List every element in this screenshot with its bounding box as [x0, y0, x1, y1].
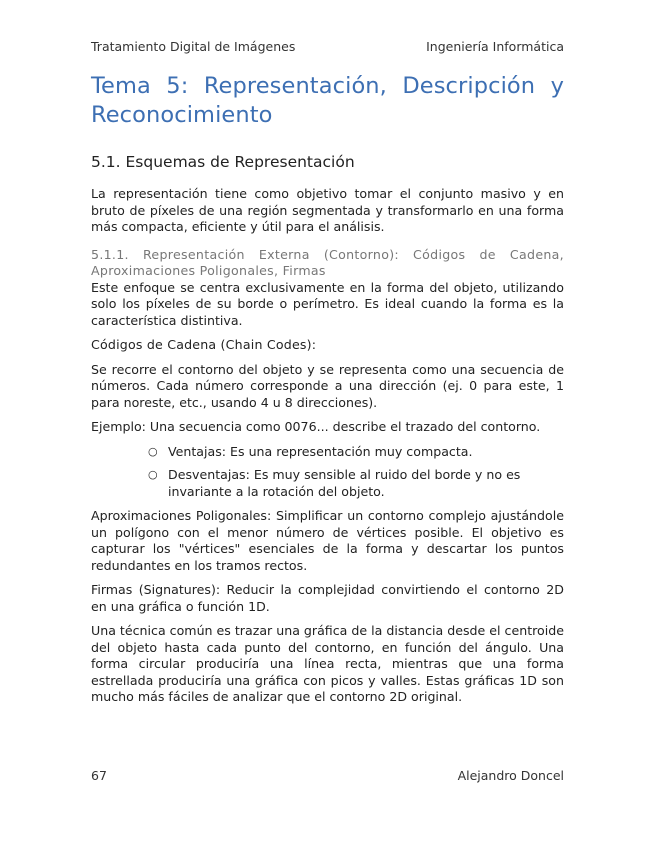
page-number: 67 [91, 768, 107, 783]
bullet-icon: ○ [148, 444, 158, 458]
page-content [91, 72, 564, 714]
intro-paragraph: La representación tiene como objetivo tomar el conjunto masivo y en bruto de píxeles de una región segmentada y transformarlo en una forma más compacta, eficiente y útil para el análisis. [91, 186, 564, 234]
list-item [148, 443, 564, 461]
signatures-paragraph: Firmas (Signatures): Reducir la complejidad convirtiendo el contorno 2D en una gráfica o función 1D. [91, 582, 564, 614]
bullet-icon: ○ [148, 468, 158, 481]
polygonal-approximations-paragraph: Aproximaciones Poligonales: Simplificar un contorno complejo ajustándole un polígono con el menor número de vértices posible. El objetivo es capturar los "vértices" esenciales de la forma y descartar los puntos redundantes en los tramos rectos. [91, 508, 564, 573]
page-footer [91, 768, 564, 784]
page-header [91, 39, 564, 55]
header-course: Tratamiento Digital de Imágenes [91, 39, 296, 54]
subsection-heading: 5.1.1. Representación Externa (Contorno): Códigos de Cadena, Aproximaciones Poligonales, Firmas [91, 246, 564, 278]
list-item [148, 467, 564, 500]
chain-codes-example: Ejemplo: Una secuencia como 0076... describe el trazado del contorno. [91, 419, 541, 434]
external-representation-paragraph: Este enfoque se centra exclusivamente en la forma del objeto, utilizando solo los píxeles de su borde o perímetro. Es ideal cuando la forma es la característica distintiva. [91, 279, 564, 328]
header-degree: Ingeniería Informática [426, 39, 564, 54]
disadvantages-text: Desventajas: Es muy sensible al ruido del borde y no es invariante a la rotación del objeto. [168, 467, 521, 499]
chain-codes-description: Se recorre el contorno del objeto y se representa como una secuencia de números. Cada número corresponde a una dirección (ej. 0 para este, 1 para noreste, etc., usando 4 u 8 direcciones). [91, 361, 564, 410]
section-heading: 5.1. Esquemas de Representación [91, 153, 355, 171]
pros-cons-list [91, 444, 564, 501]
chain-codes-heading: Códigos de Cadena (Chain Codes): [91, 337, 317, 352]
chapter-title: Tema 5: Representación, Descripción y Reconocimiento [91, 73, 564, 128]
footer-author: Alejandro Doncel [457, 768, 564, 783]
signatures-description: Una técnica común es trazar una gráfica de la distancia desde el centroide del objeto hasta cada punto del contorno, en función del ángulo. Una forma circular produciría una línea recta, mientras que una forma estrellada produciría una gráfica con picos y valles. Estas gráficas 1D son mucho más fáciles de analizar que el contorno 2D original. [91, 623, 564, 704]
advantages-text: Ventajas: Es una representación muy compacta. [168, 443, 473, 459]
